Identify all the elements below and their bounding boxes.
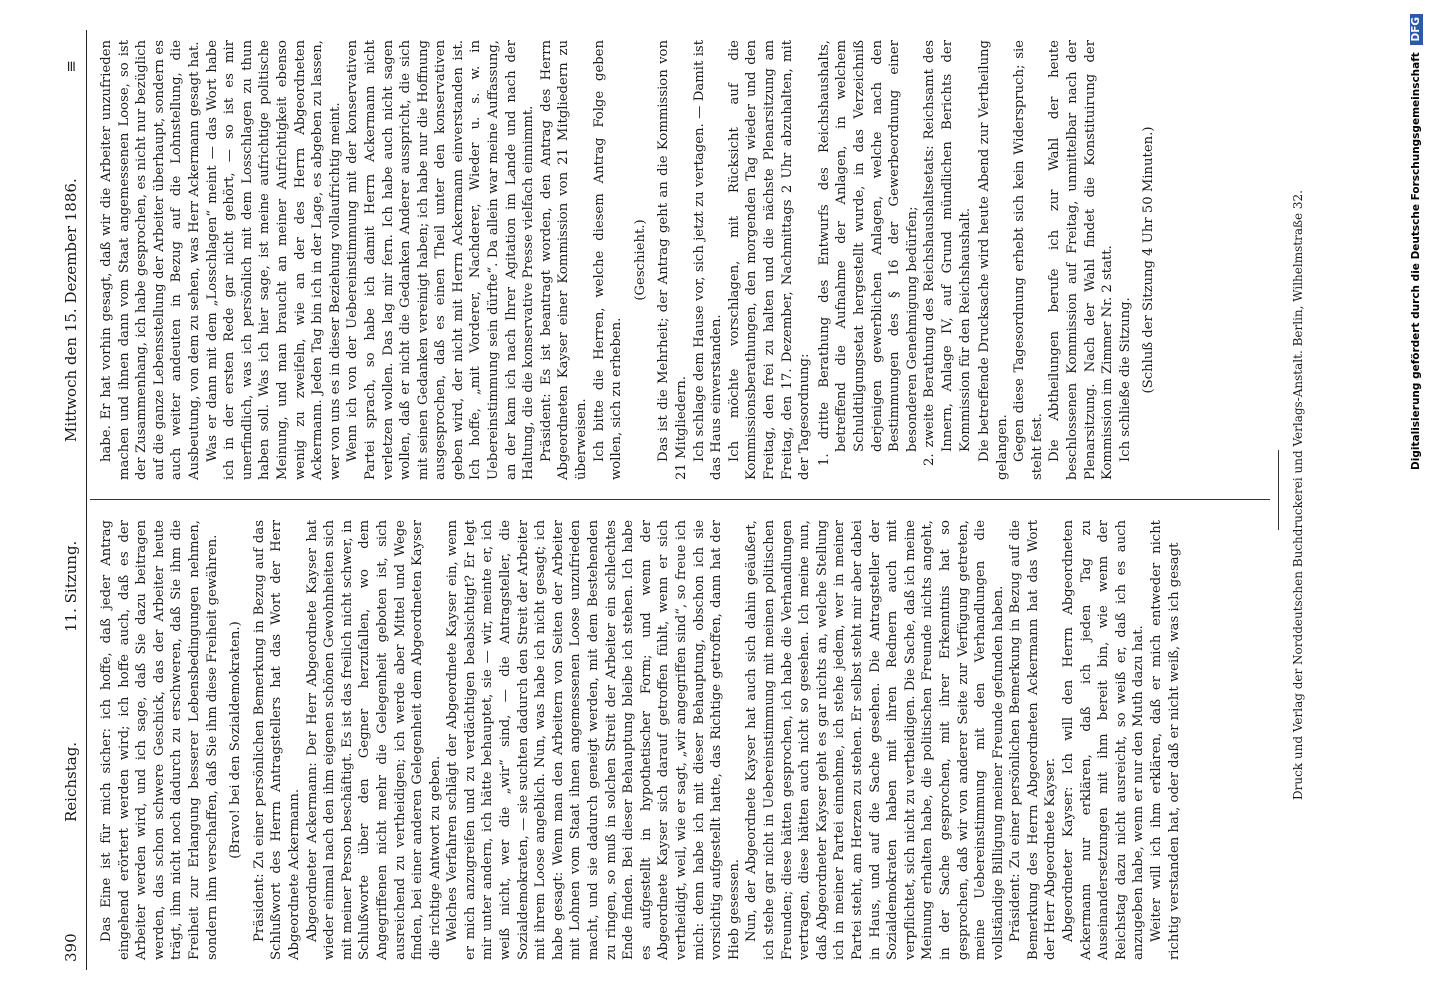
dfg-side-banner	[1404, 0, 1428, 1000]
footer-rule	[1278, 450, 1279, 530]
page-header	[62, 30, 86, 962]
right-column	[98, 40, 1164, 480]
session-date: Mittwoch den 15. Dezember 1886.	[62, 178, 80, 442]
paragraph: Präsident: Zu einer persönlichen Bemerkung in Bezug auf die Bemerkung des Herrn Abgeordneten Ackermann hat das Wort der Herr Abgeordnete Kayser.	[1008, 520, 1059, 960]
paragraph: Ich bitte die Herren, welche diesem Antrag Folge geben wollen, sich zu erheben.	[591, 40, 625, 480]
paragraph: Die Abtheilungen berufe ich zur Wahl der heute beschlossenen Kommission auf Freitag, unmittelbar nach der Plenarsitzung. Nach der Wahl findet die Konstituirung der Kommission im Zimmer Nr. 2 statt.	[1047, 40, 1116, 480]
page-number: 390	[62, 933, 80, 962]
paragraph: Abgeordneter Kayser: Ich will den Herrn Abgeordneten Ackermann nur erklären, daß ich jeden Tag zu Auseinandersetzungen mit ihm bereit bin, wie wenn der Reichstag dazu nicht ausreicht, so weiß er, daß ich es auch anzugeben habe, wenn er nur den Muth dazu hat.	[1061, 520, 1147, 960]
agenda-list	[816, 40, 974, 466]
interjection: (Geschieht.)	[632, 219, 648, 301]
paragraph: Präsident: Es ist beantragt worden, den Antrag des Herrn Abgeordneten Kayser einer Kommission von 21 Mitgliedern zu überweisen.	[538, 40, 590, 480]
printer-imprint: Druck und Verlag der Norddeutschen Buchdruckerei und Verlags-Anstalt. Berlin, Wilhelmstraße 32.	[1291, 190, 1305, 801]
session-number: 11. Sitzung.	[62, 540, 80, 632]
paragraph: habe. Er hat vorhin gesagt, daß wir die Arbeiter unzufrieden machen und ihnen dann vom Staat angemessenen Loose, so ist der Zusammenhang, ich habe gesprochen, es nicht nur bezüglich auf die ganze Lebensstellung der Arbeiter überhaupt, sondern es auch weiter andeuten in Bezug auf die Lohnstellung, die Ausbeutung, von dem zu sehen, was Herr Ackermann gesagt hat.	[99, 40, 202, 480]
interjection: (Bravo! bei den Sozialdemokraten.)	[228, 621, 244, 859]
paragraph: Was er dann mit dem „Losschlagen“ meint — das Wort habe ich in der ersten Rede gar nicht gehört, — so ist es mir unerfindlich, was ich persönlich mit dem Losschlagen zu thun haben soll. Was ich hier sage, ist meine aufrichtige politische Meinung, und man braucht an meiner Aufrichtigkeit ebenso wenig zu zweifeln, wie an der des Herrn Abgeordneten Ackermann. Jeden Tag bin ich in der Lage, es abgeben zu lassen, wer von uns es in dieser Beziehung vollaufrichtig meint.	[204, 40, 343, 480]
paragraph: Welches Verfahren schlägt der Abgeordnete Kayser ein, wenn er mich anzugreifen und zu verdächtigen beabsichtigt? Er legt mir unter andern, ich hätte behauptet, sie — wir, meinte er, ich weiß nicht, wer die „wir“ sind, — die Antragsteller, die Sozialdemokraten, — sie suchten dadurch den Streit der Arbeiter mit ihrem Loose angeblich. Nun, was habe ich nicht gesagt; ich habe gesagt: Wenn man den Arbeitern von Seiten der Arbeiter mit Lohnen vom Staat ihnen angemessenen Loose unzufrieden macht, und sie dadurch geneigt werden, mit dem Bestehenden zu ringen, so muß in solchen Streit der Arbeiter ein schlechtes Ende finden. Bei dieser Behauptung bleibe ich stehen. Ich habe es aufgestellt in hypothetischer Form; und wenn der Abgeordnete Kayser sich darauf getroffen fühlt, wenn er sich vertheidigt, weil, wie er sagt, „wir angegriffen sind“, so freue ich mich: denn habe ich mit dieser Behauptung, obschon ich sie vorsichtig aufgestellt hatte, das Richtige getroffen, dann hat der Hieb gesessen.	[445, 520, 742, 960]
dfg-logo: DFG	[1410, 14, 1423, 45]
paragraph: Das Eine ist für mich sicher: ich hoffe, daß jeder Antrag eingehend erörtert werden wird; ich hoffe auch, daß es der Arbeiter werden wird, und ich sage, daß Sie dazu beitragen werden, das schon schwere Geschick, das der Arbeiter heute trägt, ihm nicht noch dadurch zu erschweren, daß Sie ihm die Freiheit zur Erlangung besserer Lebensbedingungen nehmen, sondern ihm verschaffen, daß Sie ihm diese Freiheit gewähren.	[99, 520, 220, 960]
paragraph: Weiter will ich ihm erklären, daß er mich entweder nicht richtig verstanden hat, oder daß er nicht weiß, was ich gesagt	[1149, 520, 1182, 960]
publication-title: Reichstag.	[62, 741, 80, 822]
paragraph: Gegen diese Tagesordnung erhebt sich kein Widerspruch; sie steht fest.	[1012, 40, 1045, 480]
paragraph: Ich schlage dem Hause vor, sich jetzt zu vertagen. — Damit ist das Haus einverstanden.	[691, 40, 725, 480]
dfg-funding-text: Digitalisierung gefördert durch die Deutsche Forschungsgemeinschaft	[1410, 52, 1422, 470]
column-divider	[90, 499, 1270, 500]
paragraph: Nun, der Abgeordnete Kayser hat auch sich dahin geäußert, ich stehe gar nicht in Uebereinstimmung mit meinen politischen Freunden; diese hätten gesprochen, ich habe die Verhandlungen vertragen, diese hätten auch nicht so gesehen. Ich meine nun, daß Abgeordneter Kayser geht es gar nichts an, welche Stellung ich in meiner Partei einnehme, ich stehe jedem, wer in meiner Partei steht, am Herzen zu stehen. Er selbst steht mir aber dabei in Haus, und auf die Sache gesehen. Die Antragsteller der Sozialdemokraten haben mit ihren Rednern auch mit verpflichtet, sich nicht zu vertheidigen. Die Sache, daß ich meine Meinung erhalten habe, die politischen Freunde nichts angeht, in der Sache gesprochen, mit ihrer Erkenntnis hat so gesprochen, daß wir von anderer Seite zur Verfügung getreten, meine Uebereinstimmung mit den Verhandlungen die vollständige Billigung meiner Freunde gefunden haben.	[744, 520, 1006, 960]
agenda-item: 1. dritte Berathung des Entwurfs des Reichshaushalts, betreffend die Aufnahme der Anlagen, in welchem Schuldtilgungsetat hergestellt wurde, in das Verzeichniß derjenigen gewerblichen Anlagen, welche nach den Bestimmungen des § 16 der Gewerbeordnung einer besonderen Genehmigung bedürfen;	[816, 40, 920, 466]
paragraph: Ich schließe die Sitzung.	[1117, 297, 1133, 462]
closing-note: (Schluß der Sitzung 4 Uhr 50 Minuten.)	[1141, 126, 1157, 394]
paragraph: Das ist die Mehrheit; der Antrag geht an die Kommission von 21 Mitgliedern.	[656, 40, 689, 480]
paragraph: Ich möchte vorschlagen, mit Rücksicht auf die Kommissionsberathungen, den morgenden Tag wieder und den Freitag, den frei zu halten und die nächste Plenarsitzung am Freitag, den 17. Dezember, Nachmittags 2 Uhr abzuhalten, mit der Tagesordnung:	[726, 40, 813, 480]
paragraph: Präsident: Zu einer persönlichen Bemerkung in Bezug auf das Schlußwort des Herrn Antragstellers hat das Wort der Herr Abgeordnete Ackermann.	[251, 520, 302, 960]
header-rule	[86, 30, 87, 970]
agenda-item: 2. zweite Berathung des Reichshaushaltsetats: Reichsamt des Innern, Anlage IV, auf Grund mündlichen Berichts der Kommission für den Reichshaushalt.	[922, 40, 973, 466]
paragraph: Die betreffende Drucksache wird heute Abend zur Vertheilung gelangen.	[977, 40, 1010, 480]
header-mark: ≡	[62, 60, 80, 73]
left-column	[98, 520, 1183, 960]
paragraph: Abgeordneter Ackermann: Der Herr Abgeordnete Kayser hat wieder einmal nach den ihm eigenen schönen Gewohnheiten sich mit meiner Person beschäftigt. Es ist das freilich nicht schwer, in Schlußworte über den Gegner herzufallen, wo dem Angegriffenen nicht mehr die Gelegenheit geboten ist, sich ausreichend zu vertheidigen; ich werde aber Mittel und Wege finden, bei einer anderen Gelegenheit dem Abgeordneten Kayser die richtige Antwort zu geben.	[304, 520, 443, 960]
paragraph: Wenn ich von der Uebereinstimmung mit der konservativen Partei sprach, so habe ich damit Herrn Ackermann nicht verletzen wollen. Das lag mir fern. Ich habe auch nicht sagen wollen, daß er nicht die Gedanken Anderer ausspricht, die sich mit seinen Gedanken vereinigt haben; ich habe nur die Hoffnung ausgesprochen, daß es einen Theil unter den konservativen geben wird, der nicht mit Herrn Ackermann einverstanden ist. Ich hoffe, „mit Vorderer, Nachderer, Wieder u. s. w. in Uebereinstimmung sein dürfte“. Da allein war meine Auffassung, an der kam ich nach Ihrer Agitation im Lande und nach der Haltung, die die konservative Presse vielfach einnimmt.	[345, 40, 537, 480]
